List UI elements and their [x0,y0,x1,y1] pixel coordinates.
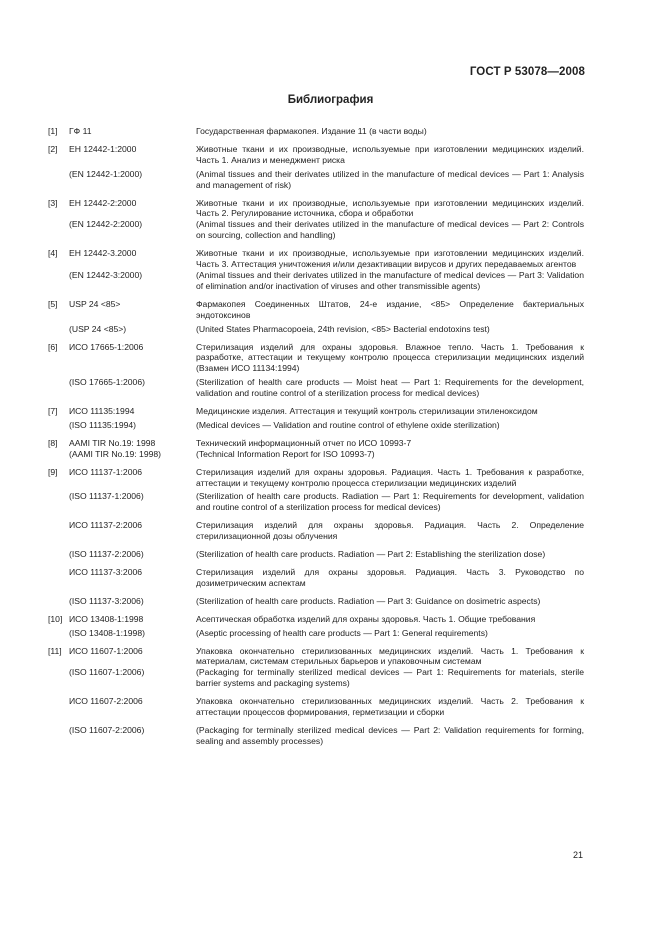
bibliography-entry [48,377,584,399]
entry-number [48,270,69,292]
entry-description: Животные ткани и их производные, используемые при изготовлении медицинских изделий. Часть 2. Регулирование источника, сбора и обработки [196,197,584,219]
entry-code: (ISO 11137-1:2006) [69,491,144,502]
entry-code: (ISO 11135:1994) [69,419,137,430]
entry-number: [2] [48,143,58,154]
entry-number [48,169,69,191]
bibliography-entry [48,567,584,589]
entry-description: Животные ткани и их производные, используемые при изготовлении медицинских изделий. Часть 1. Анализ и менеджмент риска [196,143,584,165]
entry-code: ИСО 11137-2:2006 [69,520,143,531]
entry-code: EH 12442-1:2000 [69,143,137,154]
entry-number [48,628,69,639]
bibliography-entry [48,342,584,375]
entry-description: Упаковка окончательно стерилизованных медицинских изделий. Часть 2. Требования к аттестации процессов формирования, герметизации и сборки [196,696,584,718]
bibliography-entry [48,628,584,639]
entry-number [48,520,69,542]
entry-code: USP 24 <85> [69,298,121,309]
entry-number [48,420,69,431]
entry-description: Стерилизация изделий для охраны здоровья. Влажное тепло. Часть 1. Требования к разработке, аттестации и текущему контролю процесса стерилизации медицинских изделий (Взамен ИСО 11134:1994) [196,341,584,374]
entry-code: (USP 24 <85>) [69,323,127,334]
entry-number [48,696,69,718]
entry-code: ГФ 11 [69,126,92,136]
bibliography-entry [48,596,584,607]
bibliography-entry [48,406,584,417]
entry-code: ИСО 11137-1:2006 [69,466,143,477]
entry-description: (Animal tissues and their derivates utilized in the manufacture of medical devices — Part 3: Validation of elimination and/or inactivation of viruses and other transmissible agents) [196,269,584,291]
entry-description: (Aseptic processing of health care products — Part 1: General requirements) [196,627,488,638]
bibliography-entry [48,169,584,191]
entry-description: (Packaging for terminally sterilized medical devices — Part 1: Requirements for materials, sterile barrier systems and packaging systems) [196,667,584,689]
entry-code: (ISO 11607-1:2006) [69,667,145,678]
bibliography-entry [48,270,584,292]
entry-code: ИСО 11607-2:2006 [69,696,143,707]
entry-description: (Sterilization of health care products. Radiation — Part 1: Requirements for development, validation and routine control of a sterilization process for medical devices) [196,491,584,513]
entry-description: (Sterilization of health care products. Radiation — Part 2: Establishing the sterilization dose) [196,549,546,560]
entry-number: [9] [48,466,58,477]
entry-code: (EN 12442-1:2000) [69,168,143,179]
entry-code: (AAMI TIR No.19: 1998) [69,448,162,459]
entry-description: Животные ткани и их производные, используемые при изготовлении медицинских изделий. Часть 3. Аттестация уничтожения и/или дезактивации вирусов и других передаваемых агентов [196,248,584,270]
entry-code: ИСО 11137-3:2006 [69,567,143,577]
entry-description: (Technical Information Report for ISO 10993-7) [196,448,375,459]
bibliography-entry [48,549,584,560]
entry-code: (ISO 11137-2:2006) [69,549,144,560]
entry-code: (EN 12442-3:2000) [69,269,143,280]
entry-number: [5] [48,298,58,309]
entry-code: EH 12442-2:2000 [69,197,137,208]
bibliography-entry [48,126,584,137]
entry-code: (ISO 17665-1:2006) [69,377,145,388]
entry-description: Государственная фармакопея. Издание 11 (в части воды) [196,126,427,136]
entry-description: (Animal tissues and their derivates utilized in the manufacture of medical devices — Part 1: Analysis and management of risk) [196,168,584,190]
entry-description: Фармакопея Соединенных Штатов, 24-е издание, <85> Определение бактериальных эндотоксинов [196,298,584,320]
entry-description: Упаковка окончательно стерилизованных медицинских изделий. Часть 1. Требования к материалам, системам стерильных барьеров и упаковочным системам [196,645,584,667]
entry-code: ИСО 11607-1:2006 [69,645,143,656]
entry-code: ИСО 17665-1:2006 [69,341,144,352]
standard-header: ГОСТ Р 53078—2008 [469,66,585,78]
page-number: 21 [572,850,583,860]
bibliography-entry [48,491,584,513]
entry-number [48,491,69,513]
entry-description: Стерилизация изделий для охраны здоровья. Радиация. Часть 1. Требования к разработке, аттестации и текущему контролю процесса стерилизации медицинских изделий [196,466,584,488]
bibliography-entry [48,420,584,431]
bibliography-entry [48,667,584,689]
entry-code: (ISO 11607-2:2006) [69,724,145,735]
entry-number [48,219,69,241]
entry-number: [8] [48,437,58,448]
entry-description: (Sterilization of health care products. Radiation — Part 3: Guidance on dosimetric aspects) [196,595,541,606]
entry-description: Стерилизация изделий для охраны здоровья. Радиация. Часть 2. Определение стерилизационной дозы облучения [196,520,584,542]
entry-code: AAMI TIR No.19: 1998 [69,437,156,448]
entry-description: (Packaging for terminally sterilized medical devices — Part 2: Validation requirements for forming, sealing and assembly processes) [196,724,584,746]
page-title: Библиография [287,94,374,106]
entry-number [48,549,69,560]
bibliography-list [48,126,584,747]
entry-code: EH 12442-3.2000 [69,248,137,259]
entry-code: (ISO 13408-1:1998) [69,627,145,638]
entry-description: Технический информационный отчет по ИСО 10993-7 [196,437,412,448]
entry-number: [1] [48,126,58,136]
bibliography-entry [48,614,584,625]
entry-code: ИСО 11135:1994 [69,406,135,417]
entry-code: ИСО 13408-1:1998 [69,613,144,624]
bibliography-entry [48,248,584,270]
entry-description: Асептическая обработка изделий для охраны здоровья. Часть 1. Общие требования [196,613,536,624]
entry-number [48,324,69,335]
bibliography-entry [48,696,584,718]
bibliography-entry [48,299,584,321]
entry-description: Стерилизация изделий для охраны здоровья. Радиация. Часть 3. Руководство по дозиметрическим аспектам [196,567,584,588]
bibliography-entry [48,198,584,220]
entry-number: [4] [48,248,58,259]
bibliography-entry [48,467,584,489]
entry-number: [7] [48,406,58,417]
bibliography-entry [48,438,584,449]
entry-description: (Animal tissues and their derivates utilized in the manufacture of medical devices — Part 2: Controls on sourcing, collection and handling) [196,219,584,241]
entry-number [48,725,69,747]
entry-number [48,667,69,689]
entry-description: (Medical devices — Validation and routine control of ethylene oxide sterilization) [196,419,500,430]
bibliography-entry [48,646,584,668]
entry-number: [10] [48,613,63,624]
bibliography-entry [48,324,584,335]
entry-description: Медицинские изделия. Аттестация и текущий контроль стерилизации этиленоксидом [196,406,538,417]
bibliography-entry [48,725,584,747]
bibliography-entry [48,144,584,166]
entry-code: (ISO 11137-3:2006) [69,595,144,606]
entry-number: [6] [48,341,58,352]
entry-number [48,377,69,399]
bibliography-entry [48,449,584,460]
bibliography-entry [48,520,584,542]
entry-number [48,596,69,607]
bibliography-entry [48,219,584,241]
entry-number [48,449,69,460]
entry-code: (EN 12442-2:2000) [69,219,143,230]
entry-number: [3] [48,197,58,208]
entry-description: (United States Pharmacopoeia, 24th revision, <85> Bacterial endotoxins test) [196,323,490,334]
entry-description: (Sterilization of health care products — Moist heat — Part 1: Requirements for the development, validation and routine control of a sterilization process for medical devices) [196,377,584,399]
entry-number: [11] [48,645,62,656]
entry-number [48,567,69,589]
